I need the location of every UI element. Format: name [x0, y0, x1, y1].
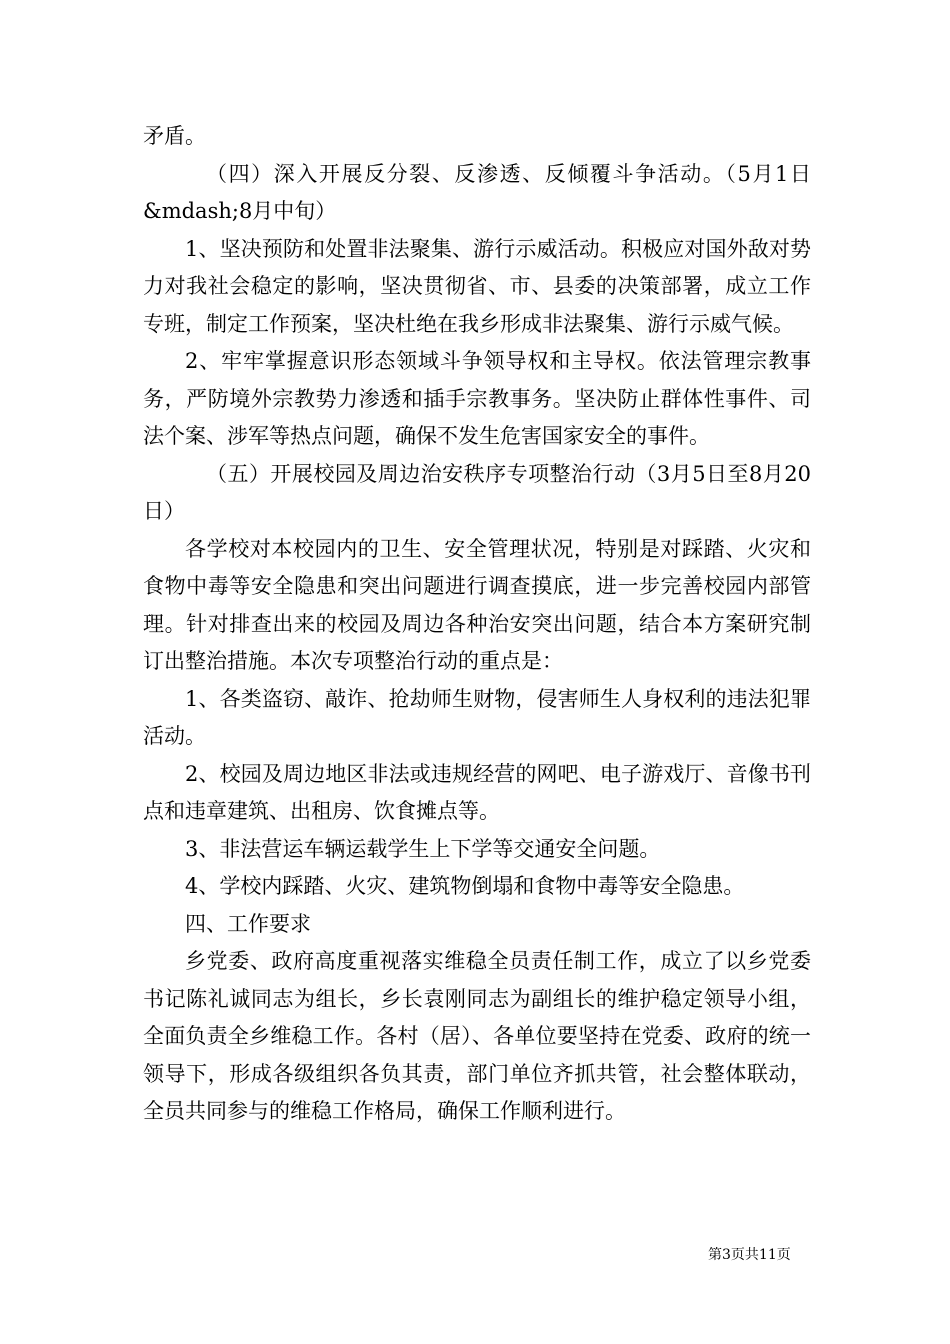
- section-heading-requirements: 四、工作要求: [185, 911, 311, 936]
- section-heading-five: （五）开展校园及周边治安秩序专项整治行动（3月5日至8月20日）: [143, 461, 811, 523]
- paragraph-requirements: 乡党委、政府高度重视落实维稳全员责任制工作，成立了以乡党委书记陈礼诚同志为组长，乡长袁刚同志为副组长的维护稳定领导小组，全面负责全乡维稳工作。各村（居）、各单位要坚持在党委、政府的统一领导下，形成各级组织各负其责，部门单位齐抓共管，社会整体联动，全员共同参与的维稳工作格局，确保工作顺利进行。: [143, 949, 811, 1123]
- paragraph-item-1: 1、坚决预防和处置非法聚集、游行示威活动。积极应对国外敌对势力对我社会稳定的影响，坚决贯彻省、市、县委的决策部署，成立工作专班，制定工作预案，坚决杜绝在我乡形成非法聚集、游行示威气候。: [143, 236, 811, 336]
- paragraph-focus-4: 4、学校内踩踏、火灾、建筑物倒塌和食物中毒等安全隐患。: [185, 874, 745, 898]
- paragraph-continuation: 矛盾。: [143, 124, 206, 148]
- document-body: [143, 118, 811, 1131]
- paragraph-focus-1: 1、各类盗窃、敲诈、抢劫师生财物，侵害师生人身权利的违法犯罪活动。: [143, 686, 811, 748]
- paragraph-focus-3: 3、非法营运车辆运载学生上下学等交通安全问题。: [185, 836, 661, 861]
- paragraph-item-2: 2、牢牢掌握意识形态领域斗争领导权和主导权。依法管理宗教事务，严防境外宗教势力渗透和插手宗教事务。坚决防止群体性事件、司法个案、涉军等热点问题，确保不发生危害国家安全的事件。: [143, 349, 811, 448]
- paragraph-schools: 各学校对本校园内的卫生、安全管理状况，特别是对踩踏、火灾和食物中毒等安全隐患和突出问题进行调查摸底，进一步完善校园内部管理。针对排查出来的校园及周边各种治安突出问题，结合本方案研究制订出整治措施。本次专项整治行动的重点是：: [143, 536, 811, 673]
- page-number: 第3页共11页: [708, 1247, 791, 1263]
- section-heading-four: （四）深入开展反分裂、反渗透、反倾覆斗争活动。（5月1日&mdash;8月中旬）: [143, 161, 811, 223]
- paragraph-focus-2: 2、校园及周边地区非法或违规经营的网吧、电子游戏厅、音像书刊点和违章建筑、出租房、饮食摊点等。: [143, 761, 811, 823]
